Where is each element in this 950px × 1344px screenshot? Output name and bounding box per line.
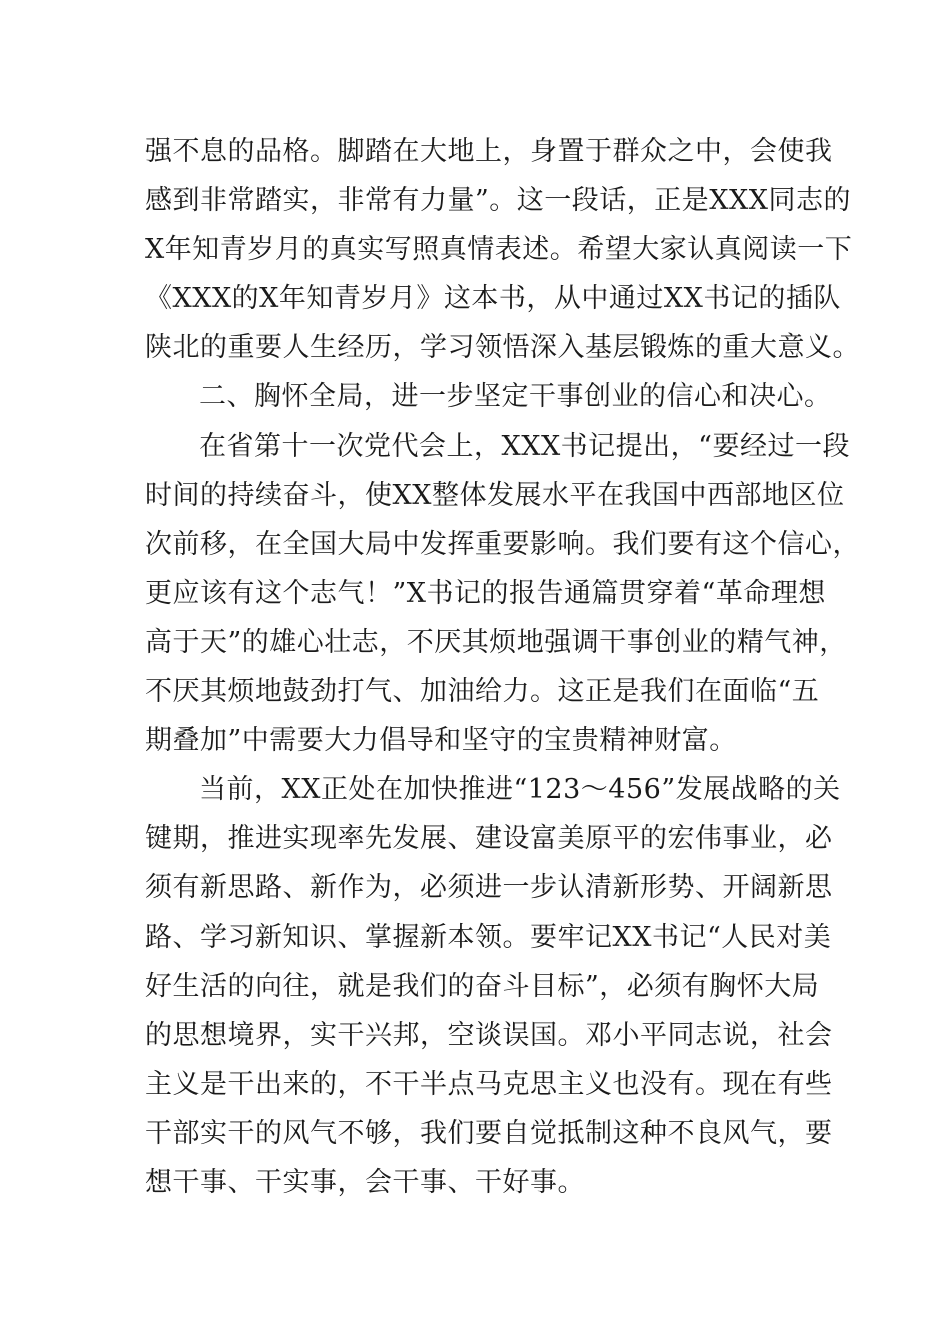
- text-line: 路、学习新知识、掌握新本领。要牢记XX书记“人民对美: [145, 921, 832, 953]
- text-line: 次前移，在全国大局中发挥重要影响。我们要有这个信心，: [145, 528, 860, 560]
- text-line: 想干事、干实事，会干事、干好事。: [145, 1166, 585, 1198]
- text-line: 干部实干的风气不够，我们要自觉抵制这种不良风气，要: [145, 1117, 833, 1149]
- text-line: 感到非常踏实，非常有力量”。这一段话，正是XXX同志的: [145, 185, 851, 217]
- paragraph-first-line: 当前，XX正处在加快推进“123～456”发展战略的关: [199, 774, 841, 806]
- paragraph-first-line: 在省第十一次党代会上，XXX书记提出，“要经过一段: [199, 430, 850, 462]
- text-line: 不厌其烦地鼓劲打气、加油给力。这正是我们在面临“五: [145, 676, 820, 708]
- text-line: 高于天”的雄心壮志，不厌其烦地强调干事创业的精气神，: [145, 626, 847, 658]
- text-line: 好生活的向往，就是我们的奋斗目标”，必须有胸怀大局: [145, 970, 820, 1002]
- text-line: 的思想境界，实干兴邦，空谈误国。邓小平同志说，社会: [145, 1019, 833, 1051]
- text-line: 更应该有这个志气！”X书记的报告通篇贯穿着“革命理想: [145, 577, 826, 609]
- text-line: 《XXX的X年知青岁月》这本书，从中通过XX书记的插队: [145, 283, 841, 315]
- text-line: X年知青岁月的真实写照真情表述。希望大家认真阅读一下: [145, 234, 853, 266]
- text-line: 键期，推进实现率先发展、建设富美原平的宏伟事业，必: [145, 823, 833, 855]
- body-text: [145, 127, 860, 1207]
- text-line: 主义是干出来的，不干半点马克思主义也没有。现在有些: [145, 1068, 833, 1100]
- paragraph-first-line: 二、胸怀全局，进一步坚定干事创业的信心和决心。: [199, 381, 832, 413]
- text-line: 陕北的重要人生经历，学习领悟深入基层锻炼的重大意义。: [145, 332, 860, 364]
- text-line: 期叠加”中需要大力倡导和坚守的宝贵精神财富。: [145, 725, 737, 757]
- text-line: 须有新思路、新作为，必须进一步认清新形势、开阔新思: [145, 872, 833, 904]
- text-line: 时间的持续奋斗，使XX整体发展水平在我国中西部地区位: [145, 479, 845, 511]
- text-line: 强不息的品格。脚踏在大地上，身置于群众之中，会使我: [145, 136, 833, 167]
